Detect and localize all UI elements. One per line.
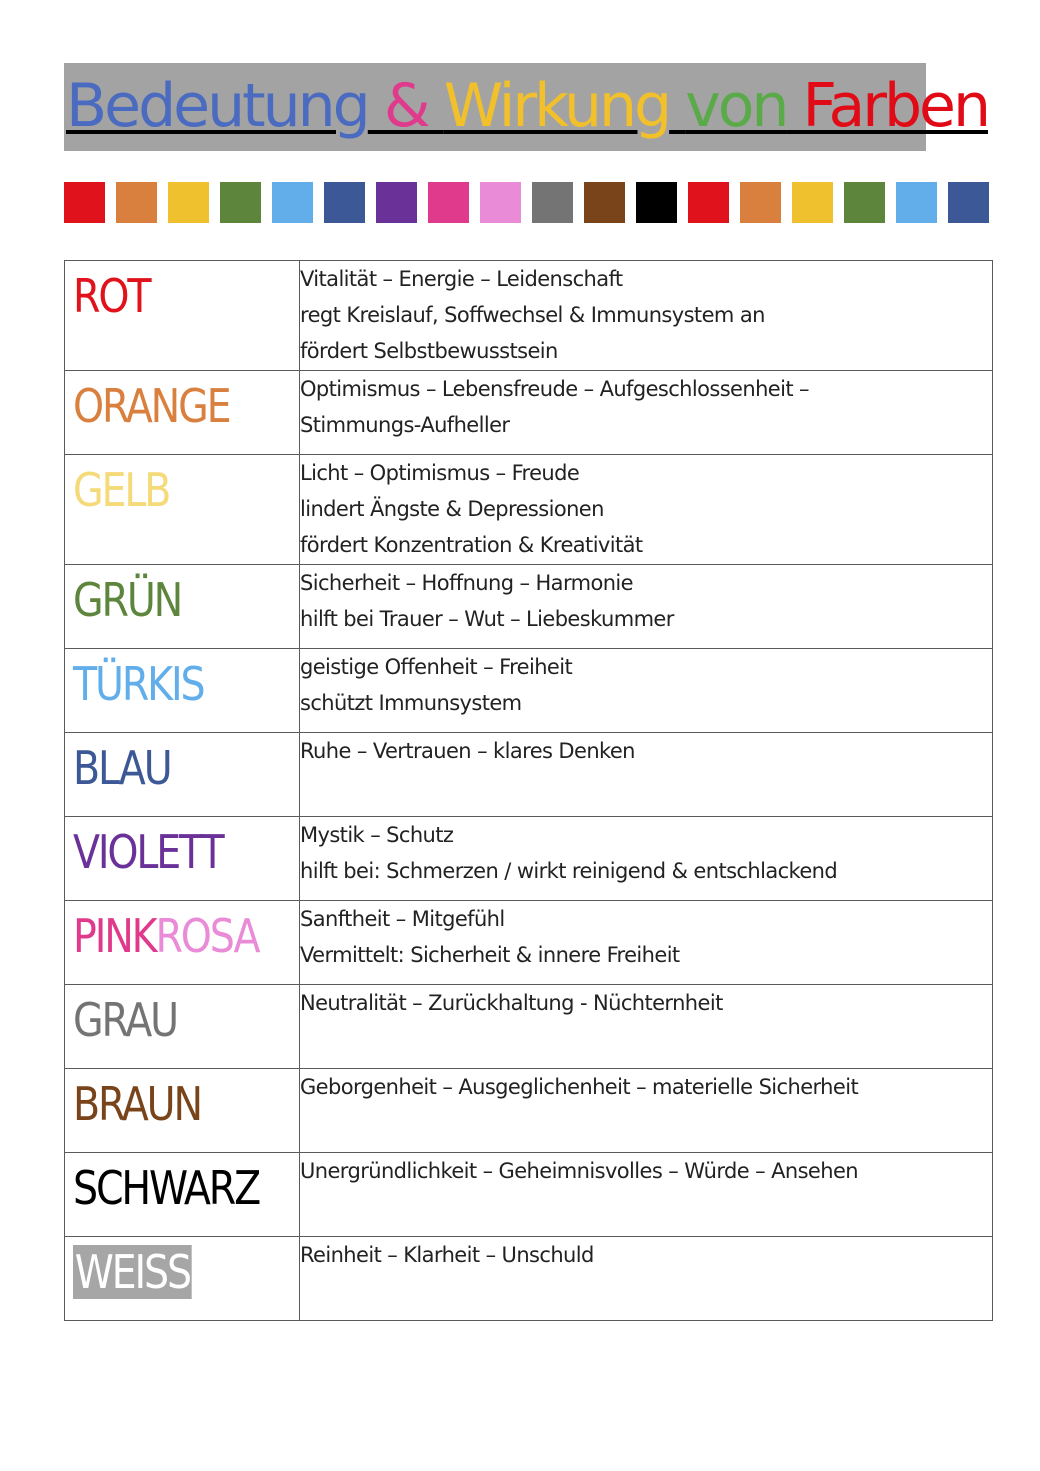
color-swatch [636, 182, 677, 223]
color-swatch [792, 182, 833, 223]
description-line: Sanftheit – Mitgefühl [300, 907, 505, 931]
description-line: Sicherheit – Hoffnung – Harmonie [300, 571, 633, 595]
color-swatch [844, 182, 885, 223]
color-swatch [480, 182, 521, 223]
table-row [65, 733, 993, 817]
color-swatch [324, 182, 365, 223]
color-description-cell [300, 985, 993, 1069]
color-name [73, 269, 149, 323]
description-line: Stimmungs-Aufheller [300, 413, 510, 437]
color-description-cell [300, 901, 993, 985]
color-name-cell [65, 733, 300, 817]
color-description-cell [300, 261, 993, 371]
description-line: fördert Selbstbewusstsein [300, 339, 558, 363]
description-line: schützt Immunsystem [300, 691, 522, 715]
color-name-part: GRÜN [73, 573, 182, 627]
color-name [73, 993, 177, 1047]
color-name [73, 379, 229, 433]
color-swatch [116, 182, 157, 223]
color-name [73, 1077, 201, 1131]
description-line: Neutralität – Zurückhaltung - Nüchternheit [300, 991, 723, 1015]
table-row [65, 985, 993, 1069]
color-name-cell [65, 565, 300, 649]
color-swatch [64, 182, 105, 223]
color-swatch [272, 182, 313, 223]
color-swatch [532, 182, 573, 223]
description-line: Optimismus – Lebensfreude – Aufgeschlossenheit – [300, 377, 809, 401]
color-description-cell [300, 733, 993, 817]
color-name-part: GELB [73, 463, 170, 517]
color-swatch [948, 182, 989, 223]
color-name [73, 657, 203, 711]
color-name-part: ORANGE [73, 379, 230, 433]
table-row [65, 817, 993, 901]
table-row [65, 261, 993, 371]
color-name-cell [65, 371, 300, 455]
color-name-cell [65, 1237, 300, 1321]
color-name-cell [65, 1069, 300, 1153]
color-swatch [688, 182, 729, 223]
description-line: Vermittelt: Sicherheit & innere Freiheit [300, 943, 680, 967]
color-name-part: SCHWARZ [73, 1161, 260, 1215]
description-line: Vitalität – Energie – Leidenschaft [300, 267, 623, 291]
color-name-part: BLAU [73, 741, 171, 795]
color-meaning-table [64, 260, 993, 1321]
color-description-cell [300, 649, 993, 733]
color-name-cell [65, 901, 300, 985]
table-row [65, 565, 993, 649]
color-description-cell [300, 565, 993, 649]
description-line: Geborgenheit – Ausgeglichenheit – materielle Sicherheit [300, 1075, 859, 1099]
color-swatch [740, 182, 781, 223]
color-description-cell [300, 1069, 993, 1153]
color-name [73, 909, 258, 963]
page-title [66, 67, 988, 145]
table-row [65, 1069, 993, 1153]
table-row [65, 1153, 993, 1237]
color-name [73, 573, 181, 627]
description-line: hilft bei Trauer – Wut – Liebeskummer [300, 607, 674, 631]
description-line: hilft bei: Schmerzen / wirkt reinigend & entschlackend [300, 859, 838, 883]
title-space [786, 71, 802, 141]
color-name [73, 825, 222, 879]
table-row [65, 649, 993, 733]
color-name-part: VIOLETT [73, 825, 223, 879]
description-line: Unergründlichkeit – Geheimnisvolles – Würde – Ansehen [300, 1159, 858, 1183]
title-word-von: von [685, 71, 787, 141]
table-row [65, 901, 993, 985]
description-line: fördert Konzentration & Kreativität [300, 533, 643, 557]
table-row [65, 1237, 993, 1321]
color-name-part: ROSA [155, 909, 259, 963]
color-swatch [220, 182, 261, 223]
color-name-part: GRAU [73, 993, 177, 1047]
title-word-bedeutung: Bedeutung [66, 71, 368, 141]
color-name-cell [65, 1153, 300, 1237]
color-name-cell [65, 817, 300, 901]
table-row [65, 371, 993, 455]
color-name [73, 463, 169, 517]
color-name-part: PINK [73, 909, 156, 963]
title-word-and: & [367, 71, 444, 141]
color-name-part: ROT [73, 269, 150, 323]
color-description-cell [300, 455, 993, 565]
color-name [73, 741, 171, 795]
color-name-part: BRAUN [73, 1077, 201, 1131]
description-line: Mystik – Schutz [300, 823, 454, 847]
color-description-cell [300, 1153, 993, 1237]
title-word-wirkung: Wirkung [443, 71, 670, 141]
description-line: Licht – Optimismus – Freude [300, 461, 580, 485]
color-description-cell [300, 817, 993, 901]
description-line: Ruhe – Vertrauen – klares Denken [300, 739, 635, 763]
color-description-cell [300, 371, 993, 455]
description-line: Reinheit – Klarheit – Unschuld [300, 1243, 594, 1267]
color-name [73, 1161, 259, 1215]
color-swatch [584, 182, 625, 223]
color-name-part: WEISS [74, 1245, 190, 1299]
color-swatch [896, 182, 937, 223]
description-line: lindert Ängste & Depressionen [300, 497, 604, 521]
color-name-part: TÜRKIS [73, 657, 204, 711]
table-row [65, 455, 993, 565]
description-line: regt Kreislauf, Soffwechsel & Immunsystem an [300, 303, 765, 327]
title-space [669, 71, 685, 141]
title-banner [64, 63, 988, 151]
color-name-cell [65, 985, 300, 1069]
color-name-cell [65, 261, 300, 371]
title-word-farben: Farben [802, 71, 988, 141]
color-name-cell [65, 649, 300, 733]
color-swatch [168, 182, 209, 223]
color-name [73, 1245, 192, 1299]
color-swatch [428, 182, 469, 223]
color-name-cell [65, 455, 300, 565]
description-line: geistige Offenheit – Freiheit [300, 655, 573, 679]
color-swatch [376, 182, 417, 223]
color-description-cell [300, 1237, 993, 1321]
